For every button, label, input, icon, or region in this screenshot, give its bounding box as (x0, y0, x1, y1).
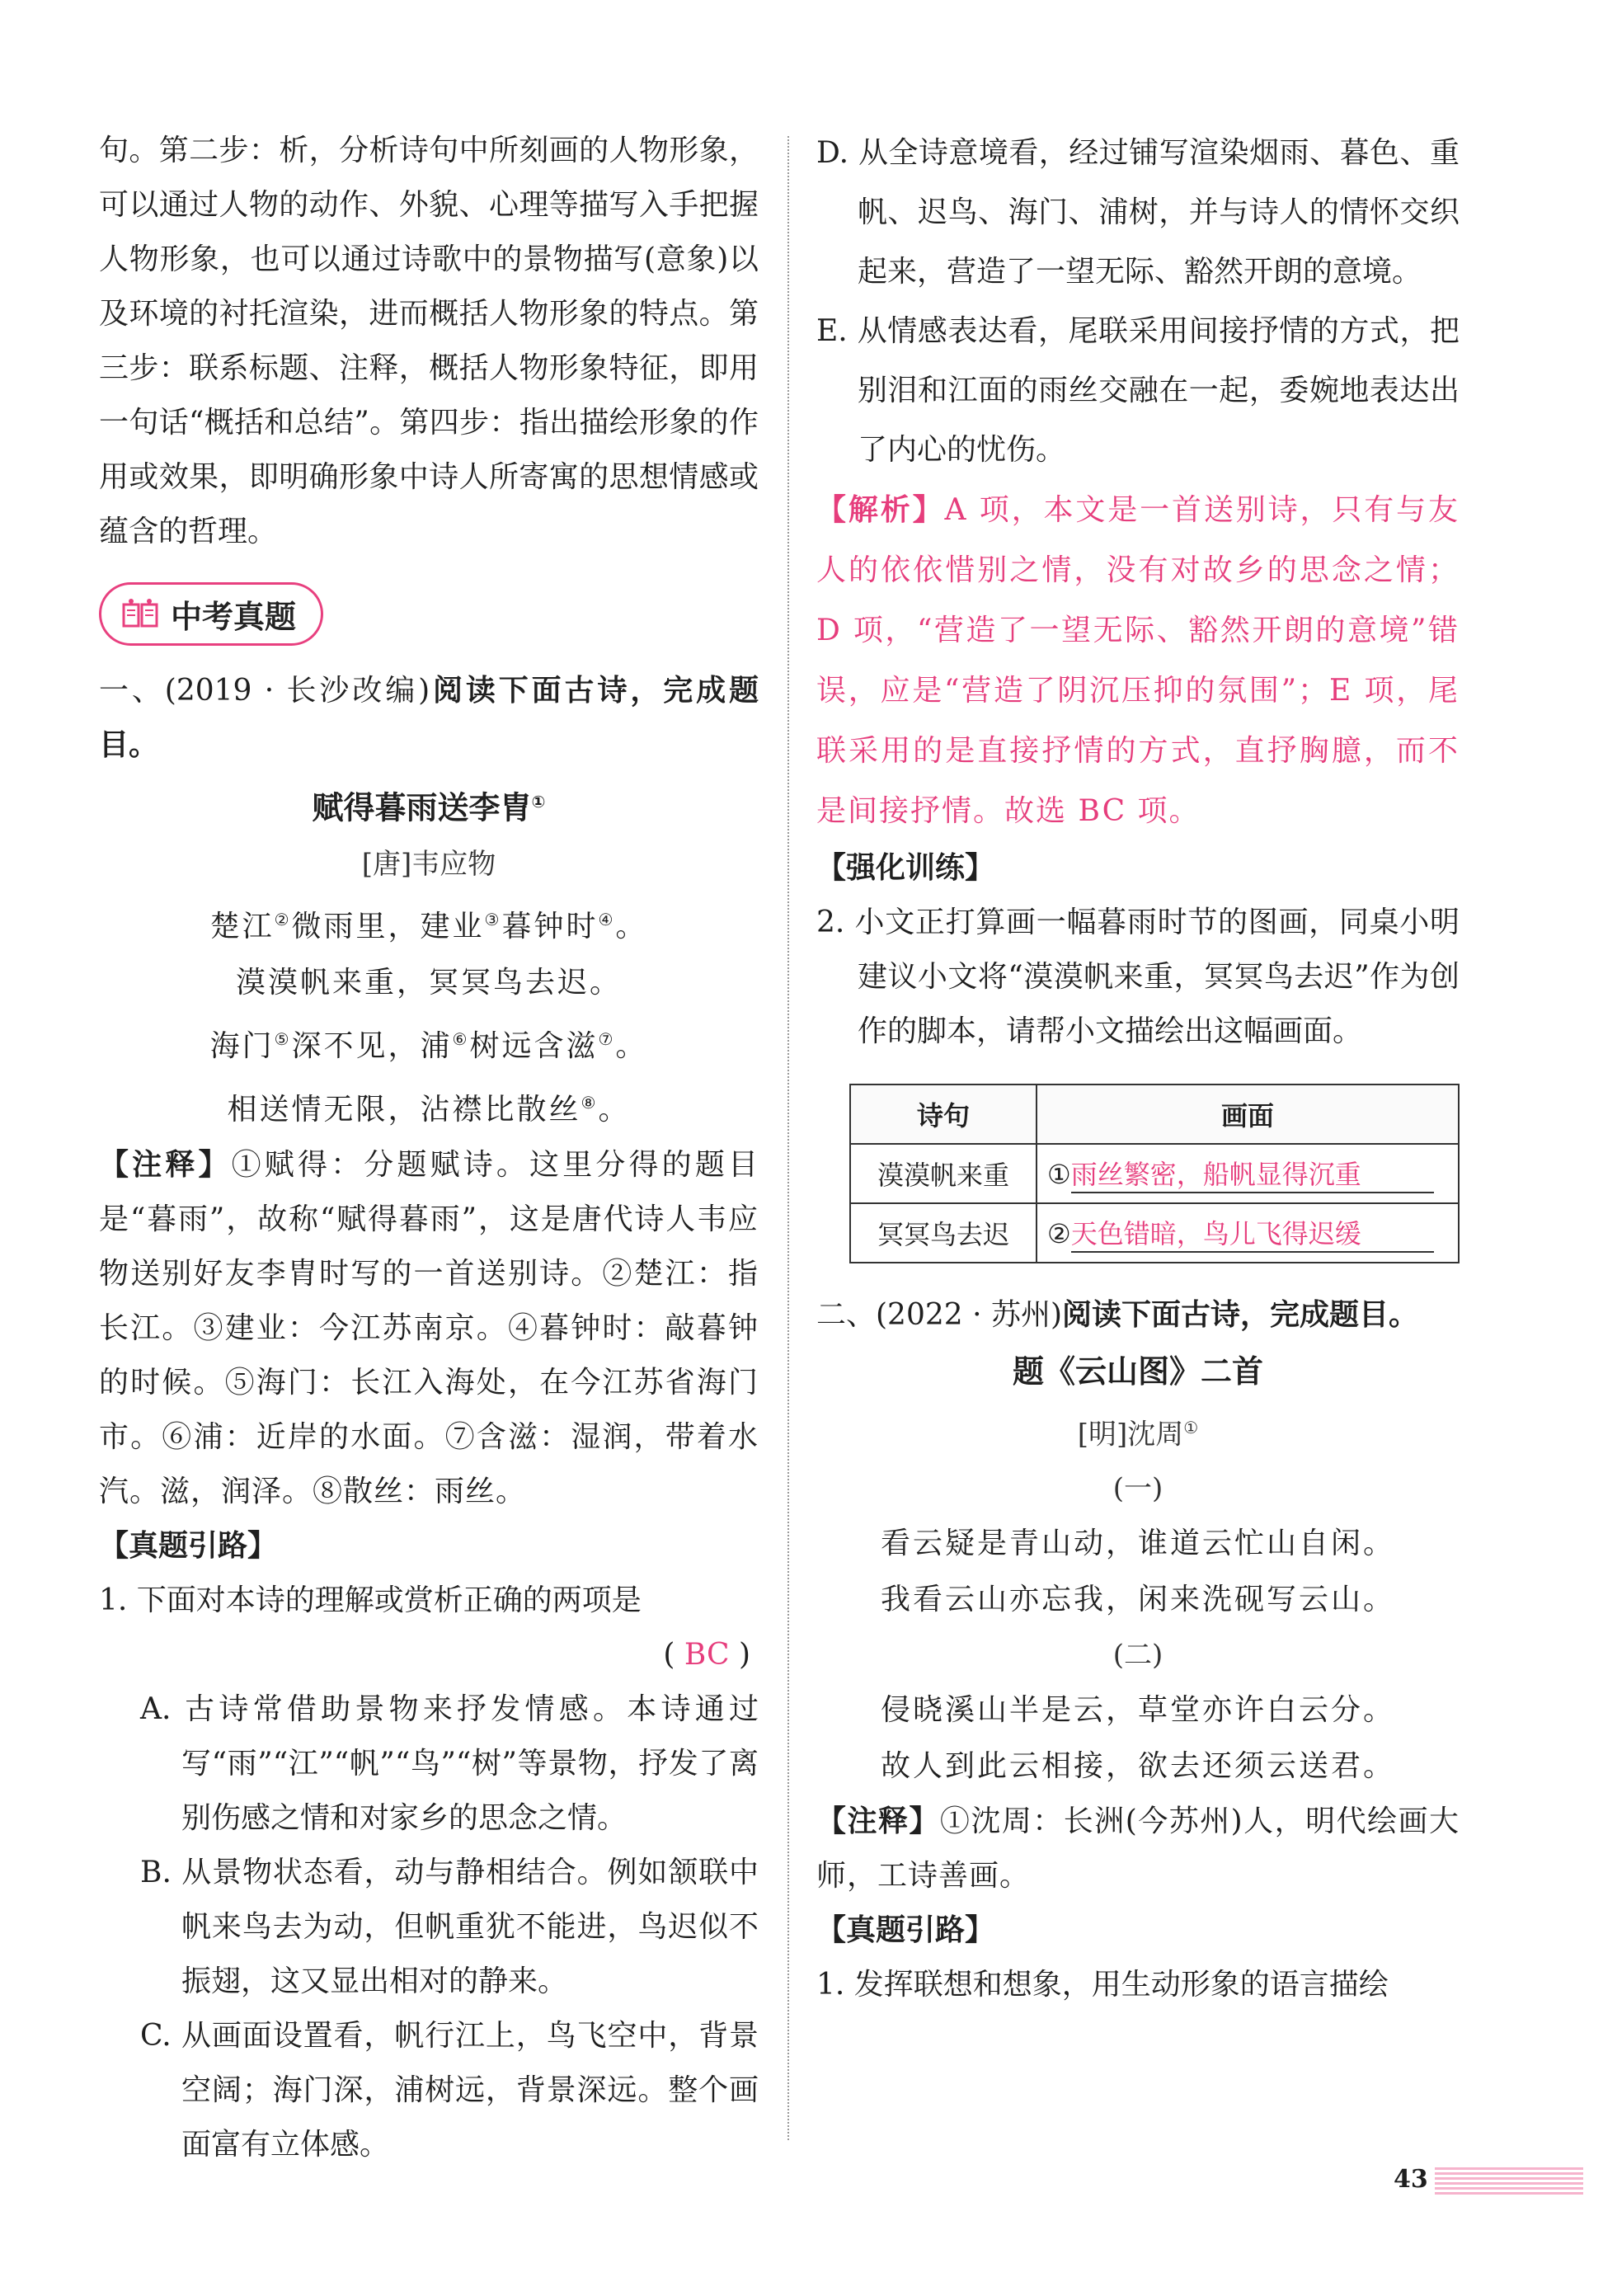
poem-line: 相送情无限，沾襟比散丝⑧。 (227, 1092, 631, 1127)
poem2-line: 我看云山亦忘我，闲来洗砚写云山。 (880, 1583, 1395, 1617)
poem-line: 楚江②微雨里，建业③暮钟时④。 (209, 909, 648, 943)
notes-tag: 【注释】 (99, 1147, 232, 1182)
analysis-text: A 项，本文是一首送别诗，只有与友人的依依惜别之情，没有对故乡的思念之情；D 项，“营造了一望无际、豁然开朗的意境”错误，应是“营造了阴沉压抑的氛围”；E 项，尾联采用的是直接抒情的方式，直抒胸臆，而不是间接抒情。故选 BC 项。 (816, 493, 1460, 828)
table-header: 诗句 (850, 1084, 1037, 1144)
question2-instruction: 阅读下面古诗，完成题目。 (1062, 1298, 1419, 1332)
left-column (99, 124, 759, 2172)
column-divider (787, 136, 789, 2140)
right-column (816, 124, 1460, 2012)
table-cell-line: 冥冥鸟去迟 (850, 1203, 1037, 1263)
poem-title-text: 赋得暮雨送李胄 (312, 789, 532, 826)
table-cell-answer: ①雨丝繁密，船帆显得沉重 (1037, 1144, 1459, 1203)
notes-paragraph (99, 1138, 759, 1519)
method-paragraph: 句。第二步：析，分析诗句中所刻画的人物形象，可以通过人物的动作、外貌、心理等描写入手把握人物形象，也可以通过诗歌中的景物描写(意象)以及环境的衬托渲染，进而概括人物形象的特点。第三步：联系标题、注释，概括人物形象特征，即用一句话“概括和总结”。第四步：指出描绘形象的作用或效果，即明确形象中诗人所寄寓的思想情感或蕴含的哲理。 (99, 134, 759, 548)
question1-instruction: 阅读下面古诗，完成题目。 (99, 674, 759, 762)
guide2-tag: 【真题引路】 (816, 1913, 995, 1948)
guide-tag: 【真题引路】 (99, 1528, 278, 1563)
notes-text: ①赋得：分题赋诗。这里分得的题目是“暮雨”，故称“赋得暮雨”，这是唐代诗人韦应物送别好友李胄时写的一首送别诗。②楚江：指长江。③建业：今江苏南京。④暮钟时：敲暮钟的时候。⑤海门：长江入海处，在今江苏省海门市。⑥浦：近岸的水面。⑦含滋：湿润，带着水汽。滋，润泽。⑧散丝：雨丝。 (99, 1147, 759, 1508)
section-heading (99, 582, 323, 646)
poem2-part2-label: (二) (1112, 1639, 1163, 1673)
question1-source: 一、(2019 · 长沙改编) (99, 674, 430, 708)
notes2-paragraph (816, 1795, 1460, 1903)
section-heading-text: 中考真题 (171, 599, 297, 635)
poem2-author: [明]沈周① (1077, 1418, 1199, 1451)
option-b: B. 从景物状态看，动与静相结合。例如颔联中帆来鸟去为动，但帆重犹不能进，鸟迟似不振翅，这又显出相对的静来。 (140, 1855, 759, 1998)
table-header: 画面 (1037, 1084, 1459, 1144)
answer-value: BC (684, 1637, 730, 1672)
poem2-part1-label: (一) (1112, 1472, 1163, 1506)
answer-table (849, 1084, 1460, 1263)
notes2-text: ①沈周：长洲(今苏州)人，明代绘画大师，工诗善画。 (816, 1804, 1460, 1894)
poem-line: 漠漠帆来重，冥冥鸟去迟。 (235, 965, 622, 1000)
analysis-tag: 【解析】 (816, 493, 945, 527)
question2-source: 二、(2022 · 苏州) (816, 1298, 1063, 1332)
question1-text: 1. 下面对本诗的理解或赏析正确的两项是 (99, 1583, 642, 1617)
question2-text: 2. 小文正打算画一幅暮雨时节的图画，同桌小明建议小文将“漠漠帆来重，冥冥鸟去迟”作为创作的脚本，请帮小文描绘出这幅画面。 (816, 906, 1460, 1048)
table-row (850, 1144, 1459, 1203)
question2-header (816, 1288, 1460, 1343)
table-header-row (850, 1084, 1459, 1144)
option-a: A. 古诗常借助景物来抒发情感。本诗通过写“雨”“江”“帆”“鸟”“树”等景物，抒发了离别伤感之情和对家乡的思念之情。 (140, 1691, 759, 1835)
poem2-line: 侵晓溪山半是云，草堂亦许白云分。 (880, 1693, 1395, 1728)
question1-header (99, 664, 759, 773)
fill-answer: 雨丝繁密，船帆显得沉重 (1071, 1154, 1434, 1193)
training-tag: 【强化训练】 (816, 851, 995, 885)
table-cell-line: 漠漠帆来重 (850, 1144, 1037, 1203)
poem-title (99, 773, 759, 837)
option-c: C. 从画面设置看，帆行江上，鸟飞空中，背景空阔；海门深，浦树远，背景深远。整个画面富有立体感。 (140, 2018, 759, 2162)
table-cell-answer: ②天色错暗，鸟儿飞得迟缓 (1037, 1203, 1459, 1263)
poem2-title: 题《云山图》二首 (1012, 1353, 1263, 1390)
poem-author: [唐]韦应物 (361, 847, 496, 881)
poem-title-note: ① (531, 792, 546, 812)
book-icon (121, 598, 159, 631)
option-d: D. 从全诗意境看，经过铺写渲染烟雨、暮色、重帆、迟鸟、海门、浦树，并与诗人的情怀交织起来，营造了一望无际、豁然开朗的意境。 (816, 136, 1460, 289)
table-row (850, 1203, 1459, 1263)
analysis-paragraph (816, 480, 1460, 841)
page-number: 43 (1394, 2165, 1428, 2194)
fill-answer: 天色错暗，鸟儿飞得迟缓 (1071, 1213, 1434, 1253)
page-number-decoration (1435, 2167, 1583, 2197)
poem-line: 海门⑤深不见，浦⑥树远含滋⑦。 (209, 1028, 648, 1063)
poem2-line: 看云疑是青山动，谁道云忙山自闲。 (880, 1527, 1395, 1561)
poem2-line: 故人到此云相接，欲去还须云送君。 (880, 1749, 1395, 1784)
question1-answer: ( BC ) (663, 1637, 750, 1672)
option-e: E. 从情感表达看，尾联采用间接抒情的方式，把别泪和江面的雨丝交融在一起，委婉地表达出了内心的忧伤。 (816, 314, 1460, 467)
question2-1-text: 1. 发挥联想和想象，用生动形象的语言描绘 (816, 1968, 1389, 2002)
notes2-tag: 【注释】 (816, 1804, 940, 1839)
